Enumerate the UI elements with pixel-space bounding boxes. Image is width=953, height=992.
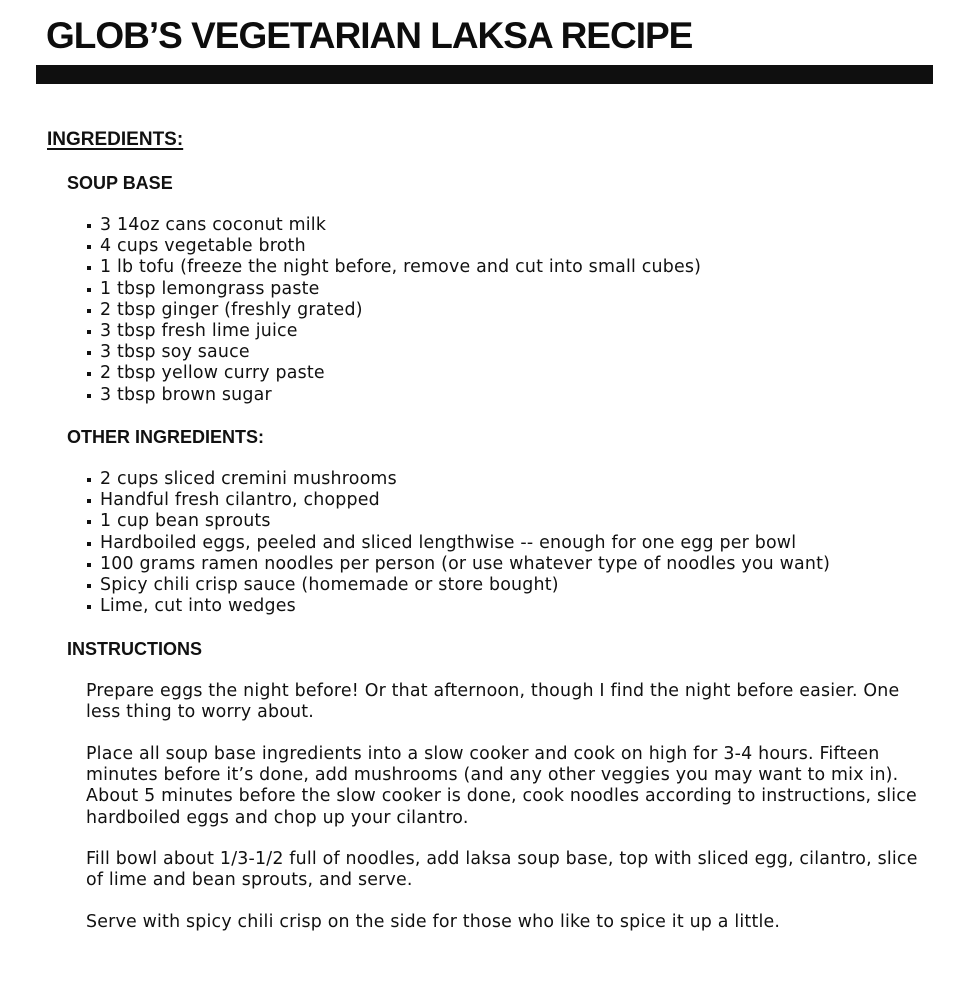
list-item: 2 cups sliced cremini mushrooms [86,469,830,490]
list-item: 1 tbsp lemongrass paste [86,279,701,300]
instruction-paragraph: Serve with spicy chili crisp on the side for those who like to spice it up a little. [86,912,781,933]
list-item: 2 tbsp ginger (freshly grated) [86,300,701,321]
list-item: 3 tbsp soy sauce [86,342,701,363]
list-item: Spicy chili crisp sauce (homemade or store bought) [86,575,830,596]
list-item: 2 tbsp yellow curry paste [86,363,701,384]
ingredients-label: INGREDIENTS: [47,129,184,150]
instructions-heading: INSTRUCTIONS [67,639,202,659]
list-item: Handful fresh cilantro, chopped [86,490,830,511]
list-item: 3 tbsp brown sugar [86,385,701,406]
list-item: 4 cups vegetable broth [86,236,701,257]
list-item: 100 grams ramen noodles per person (or use whatever type of noodles you want) [86,554,830,575]
list-item: 3 14oz cans coconut milk [86,215,701,236]
soup-base-list [86,215,701,406]
list-item: 3 tbsp fresh lime juice [86,321,701,342]
list-item: 1 lb tofu (freeze the night before, remove and cut into small cubes) [86,257,701,278]
instruction-paragraph: Fill bowl about 1/3-1/2 full of noodles, add laksa soup base, top with sliced egg, cilantro, slice of lime and bean sprouts, and serve. [86,849,918,891]
title-divider-bar [36,65,933,84]
instructions-body [86,681,931,954]
soup-base-heading: SOUP BASE [67,173,173,193]
instruction-paragraph: Prepare eggs the night before! Or that afternoon, though I find the night before easier. One less thing to worry about. [86,681,900,723]
instruction-paragraph: Place all soup base ingredients into a slow cooker and cook on high for 3-4 hours. Fifteen minutes before it’s done, add mushrooms (and any other veggies you may want to mix in). About 5 minutes before the slow cooker is done, cook noodles according to instructions, slice hardboiled eggs and chop up your cilantro. [86,743,917,828]
other-ingredients-list [86,469,830,617]
list-item: Hardboiled eggs, peeled and sliced lengthwise -- enough for one egg per bowl [86,533,830,554]
list-item: Lime, cut into wedges [86,596,830,617]
list-item: 1 cup bean sprouts [86,511,830,532]
recipe-title: GLOB’S VEGETARIAN LAKSA RECIPE [46,15,693,56]
other-ingredients-heading: OTHER INGREDIENTS: [67,427,265,447]
